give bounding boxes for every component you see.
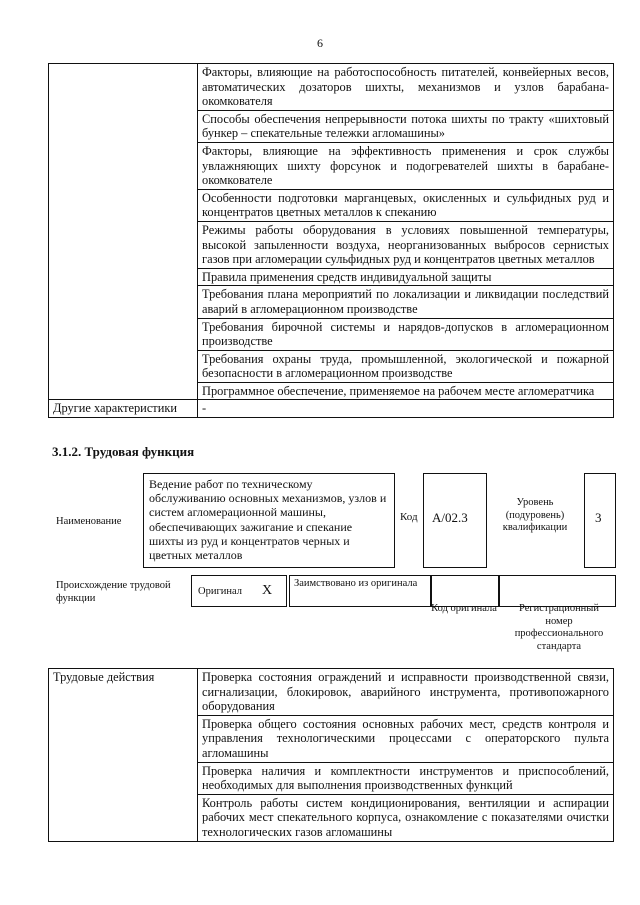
knowledge-row: Правила применения средств индивидуальной защиты [198, 268, 614, 286]
knowledge-label-cell [49, 64, 198, 400]
original-label: Оригинал [198, 586, 242, 597]
page-number: 6 [317, 36, 323, 50]
original-cell [191, 575, 287, 607]
code-value: A/02.3 [432, 510, 468, 525]
knowledge-table [48, 63, 614, 418]
origin-label: Происхождение трудовой функции [56, 580, 171, 604]
code-label: Код [400, 511, 418, 523]
reg-number-caption: Регистрационный номер профессионального стандарта [514, 603, 604, 652]
knowledge-row: Требования бирочной системы и нарядов-допусков в агломерационном производстве [198, 318, 614, 350]
function-name-box [143, 473, 395, 568]
knowledge-row: Режимы работы оборудования в условиях повышенной температуры, высокой запыленности воздуха, неорганизованных выбросов сернистых газов при агломерации сульфидных руд и концентратов цветных металлов [198, 221, 614, 268]
other-characteristics-label: Другие характеристики [49, 400, 198, 418]
level-label: Уровень (подуровень) квалификации [502, 497, 568, 533]
knowledge-row: Программное обеспечение, применяемое на рабочем месте агломератчика [198, 382, 614, 400]
other-characteristics-value: - [198, 400, 614, 418]
borrowed-label: Заимствовано из оригинала [294, 578, 418, 589]
action-row: Контроль работы систем кондиционирования, вентиляции и аспирации рабочих мест спекательного корпуса, ознакомление с показателями очистки технологических газов агломашины [198, 794, 614, 841]
knowledge-row: Требования плана мероприятий по локализации и ликвидации последствий аварий в агломерационном производстве [198, 286, 614, 318]
actions-label: Трудовые действия [49, 669, 198, 842]
original-mark: X [262, 583, 273, 598]
name-label: Наименование [56, 516, 122, 527]
section-title: 3.1.2. Трудовая функция [52, 444, 195, 459]
knowledge-row: Факторы, влияющие на работоспособность питателей, конвейерных весов, автоматических дозаторов шихты, механизмов и узлов барабана-окомкователя [198, 64, 614, 111]
function-name-text: Ведение работ по техническому обслуживанию основных механизмов, узлов и систем агломерационной машины, обеспечивающих зажигание и спекание шихты из руд и концентратов черных и цветных металлов [149, 477, 387, 563]
action-row: Проверка общего состояния основных рабочих мест, средств контроля и управления технологическими процессами с операторского пульта агломашины [198, 715, 614, 762]
action-row: Проверка состояния ограждений и исправности производственной связи, сигнализации, блокировок, аварийного инструмента, противопожарного оборудования [198, 669, 614, 716]
code-box [423, 473, 487, 568]
level-box [584, 473, 616, 568]
action-row: Проверка наличия и комплектности инструментов и приспособлений, необходимых для выполнения производственных функций [198, 762, 614, 794]
knowledge-row: Способы обеспечения непрерывности потока шихты по тракту «шихтовый бункер – спекательные тележки агломашины» [198, 110, 614, 142]
level-value: 3 [595, 510, 602, 525]
actions-table [48, 668, 614, 842]
knowledge-row: Особенности подготовки марганцевых, окисленных и сульфидных руд и концентратов цветных металлов к спеканию [198, 189, 614, 221]
code-original-caption: Код оригинала [431, 603, 497, 614]
borrowed-cell [289, 575, 431, 607]
knowledge-row: Факторы, влияющие на эффективность применения и срок службы увлажняющих шихту форсунок и подогревателей шихты в барабане-окомкователе [198, 142, 614, 189]
knowledge-row: Требования охраны труда, промышленной, экологической и пожарной безопасности в агломерационном производстве [198, 350, 614, 382]
